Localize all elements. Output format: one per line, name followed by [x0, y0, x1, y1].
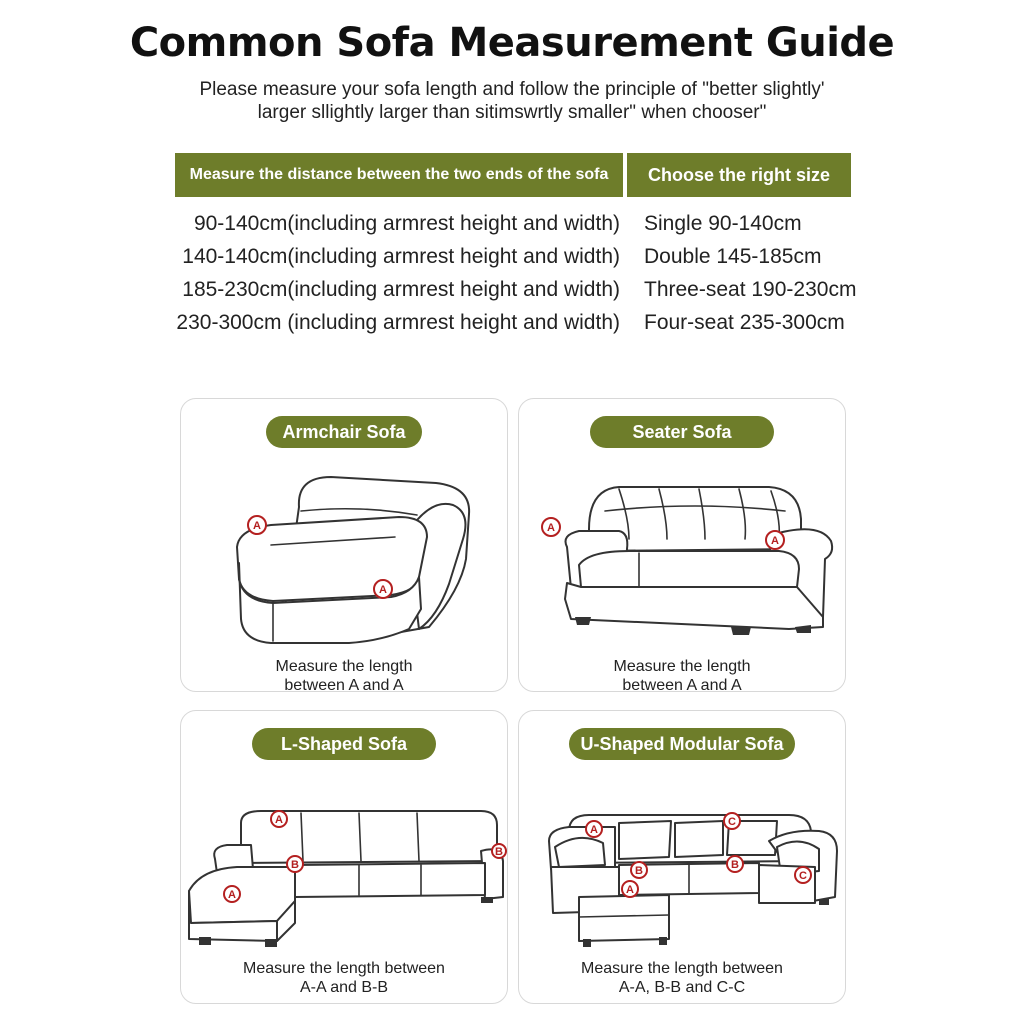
caption-line-1: Measure the length — [613, 658, 751, 675]
card-caption — [519, 657, 845, 695]
marker-label: A — [275, 814, 283, 826]
marker-label: C — [799, 870, 807, 882]
card-label: Seater Sofa — [590, 416, 774, 448]
marker-label: B — [291, 859, 299, 871]
l-shaped-sofa-illustration — [181, 771, 507, 961]
marker-a-left — [542, 518, 560, 536]
subtitle-line-2: larger sllightly larger than sitimswrtly smaller" when chooser" — [257, 102, 767, 123]
card-seater-sofa — [518, 398, 846, 692]
subtitle — [150, 78, 874, 124]
marker-label: A — [771, 535, 779, 547]
card-armchair-sofa — [180, 398, 508, 692]
page-title: Common Sofa Measurement Guide — [129, 20, 895, 66]
marker-a-left — [248, 516, 266, 534]
table-row — [0, 245, 1024, 278]
table-header-size: Choose the right size — [627, 153, 851, 197]
subtitle-line-1: Please measure your sofa length and follow the principle of "better slightly' — [199, 79, 825, 100]
card-label: U-Shaped Modular Sofa — [569, 728, 795, 760]
caption-line-2: A-A, B-B and C-C — [618, 979, 746, 996]
marker-a-bottom — [622, 881, 638, 897]
marker-label: A — [547, 522, 555, 534]
table-row — [0, 311, 1024, 344]
marker-b-right — [727, 856, 743, 872]
card-caption — [181, 959, 507, 997]
armchair-sofa-illustration — [181, 459, 507, 649]
sofa-drawing — [237, 477, 469, 643]
caption-line-2: between A and A — [622, 677, 742, 694]
marker-b-left — [631, 862, 647, 878]
size-cell: Four-seat 235-300cm — [644, 311, 845, 334]
caption-line-1: Measure the length — [275, 658, 413, 675]
seater-sofa-illustration — [519, 459, 845, 649]
caption-line-2: between A and A — [284, 677, 404, 694]
caption-line-2: A-A and B-B — [299, 979, 389, 996]
size-cell: Three-seat 190-230cm — [644, 278, 857, 301]
caption-line-1: Measure the length between — [581, 960, 783, 977]
marker-label: A — [253, 520, 261, 532]
card-u-shaped-modular-sofa — [518, 710, 846, 1004]
card-label: L-Shaped Sofa — [252, 728, 436, 760]
measure-cell: 230-300cm (including armrest height and width) — [176, 311, 620, 334]
marker-label: B — [731, 859, 739, 871]
marker-b-right — [492, 844, 506, 858]
card-label: Armchair Sofa — [266, 416, 422, 448]
size-cell: Single 90-140cm — [644, 212, 802, 235]
marker-label: A — [228, 889, 236, 901]
card-l-shaped-sofa — [180, 710, 508, 1004]
marker-c-top — [724, 813, 740, 829]
measure-cell: 140-140cm(including armrest height and width) — [182, 245, 620, 268]
marker-b-left — [287, 856, 303, 872]
marker-label: A — [590, 824, 598, 836]
card-caption — [181, 657, 507, 695]
table-header-measure: Measure the distance between the two ends of the sofa — [175, 153, 623, 197]
marker-label: B — [495, 846, 503, 858]
sofa-drawing — [189, 811, 503, 947]
caption-line-1: Measure the length between — [243, 960, 445, 977]
measure-cell: 185-230cm(including armrest height and width) — [182, 278, 620, 301]
marker-a-right — [766, 531, 784, 549]
marker-c-bottom — [795, 867, 811, 883]
sofa-drawing — [565, 487, 832, 635]
marker-label: C — [728, 816, 736, 828]
marker-a-top — [271, 811, 287, 827]
card-caption — [519, 959, 845, 997]
u-shaped-sofa-illustration — [519, 771, 845, 961]
table-row — [0, 278, 1024, 311]
marker-label: B — [635, 865, 643, 877]
marker-label: A — [626, 884, 634, 896]
size-cell: Double 145-185cm — [644, 245, 822, 268]
marker-a-bottom — [224, 886, 240, 902]
table-row — [0, 212, 1024, 245]
marker-a-top — [586, 821, 602, 837]
measure-cell: 90-140cm(including armrest height and width) — [193, 212, 620, 235]
marker-label: A — [379, 584, 387, 596]
marker-a-right — [374, 580, 392, 598]
